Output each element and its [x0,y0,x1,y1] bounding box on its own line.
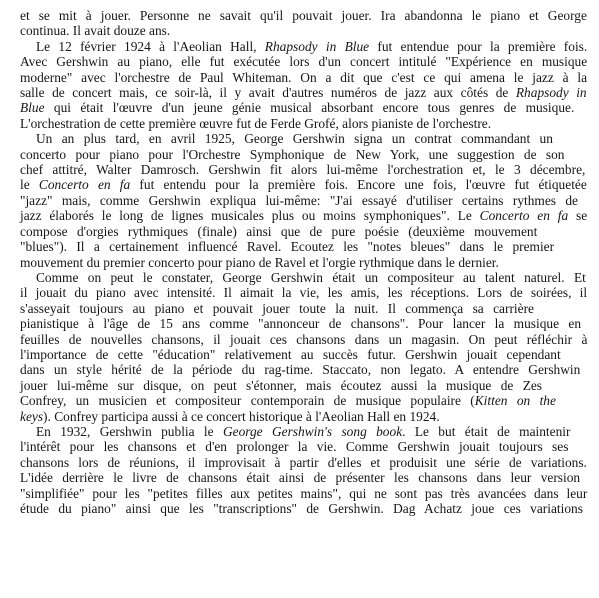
text-line: étude du piano" ainsi que les "transcriptions" de Gershwin. Dag Achatz joue ces variations [20,501,583,516]
text-line: chansons lors de réunions, il improvisait à partir d'elles et produisit une série de variations. [20,454,587,470]
paragraph-1 [20,8,587,39]
text-line: feuilles de nouvelles chansons, il jouait ces chansons dans un magasin. On peut réfléchir à [20,331,588,347]
text-line: pianistique à l'âge de 15 ans comme "annonceur de chansons". Pour lancer la musique en [20,316,582,332]
text-line: il jouait du piano avec intensité. Il aimait la vie, les amis, les réceptions. Lors de soirées, il [20,285,588,301]
text-line: dans un style hérité de la période du rag-time. Staccato, non legato. A entendre Gershwin [20,362,581,378]
paragraph-3 [20,131,587,270]
text-line: "jazz" mais, comme Gershwin expliqua lui-même: "J'ai essayé d'utiliser certains rythmes de [20,192,578,208]
text-line: keys). Confrey participa aussi à ce concert historique à l'Aeolian Hall en 1924. [20,408,440,424]
text-line: moderne" avec l'orchestre de Paul Whiteman. On a dit que c'est ce qui amena le jazz à la [20,69,588,85]
text-line: l'intérêt pour les chansons et d'en prolonger la vie. Comme Gershwin jouait toujours ses [20,439,569,455]
text-line: En 1932, Gershwin publia le George Gershwin's song book. Le but était de maintenir [36,423,571,439]
text-line: Le 12 février 1924 à l'Aeolian Hall, Rhapsody in Blue fut entendue pour la première fois. [36,38,588,54]
text-line: jazz élaborés le long de lignes musicales plus ou moins symphoniques". Le Concerto en fa se [20,208,588,224]
text-line: Avec Gershwin au piano, elle fut exécutée lors d'un concert intitulé "Expérience en musique [20,54,588,70]
text-line: mouvement du premier concerto pour piano de Ravel et l'orgie rythmique dans le dernier. [20,254,499,270]
text-line: "blues"). Il a certainement influencé Ravel. Ecoutez les "notes bleues" dans le premier [20,239,555,255]
paragraph-5 [20,424,587,516]
text-line: salle de concert mais, ce soir-là, il y avait d'autres numéros de jazz aux côtés de Rhapsody in [20,85,587,101]
text-line: chef attitré, Walter Damrosch. Gershwin fit alors lui-même l'orchestration et, le 3 décembre, [20,162,586,178]
text-line: et se mit à jouer. Personne ne savait qu'il pouvait jouer. Ira abandonna le piano et George [20,8,587,23]
text-line: s'asseyait toujours au piano et pouvait jouer toute la nuit. Il commença sa carrière [20,300,534,316]
text-line: compose d'orgies rythmiques (finale) ainsi que de pure poésie (deuxième mouvement [20,223,538,239]
text-line: L'orchestration de cette première œuvre fut de Ferde Grofé, alors pianiste de l'orchestre. [20,115,492,131]
text-line: L'idée derrière le livre de chansons était ainsi de présenter les chansons dans leur version [20,470,581,486]
text-line: Un an plus tard, en avril 1925, George Gershwin signa un contrat commandant un [36,131,553,147]
text-line: l'importance de cette "éducation" relativement au succès futur. Gershwin jouait cependant [20,346,561,362]
paragraph-4 [20,270,587,424]
text-line: le Concerto en fa fut entendu pour la première fois. Encore une fois, l'œuvre fut étiquetée [20,177,587,193]
text-line: Blue qui était l'œuvre d'un jeune génie musical absorbant encore tous genres de musique. [20,100,575,116]
text-line: jouer lui-même sur disque, on peut s'étonner, mais écoutez aussi la musique de Zes [20,377,543,393]
text-line: Comme on peut le constater, George Gershwin était un compositeur au talent naturel. Et [36,269,586,285]
text-line: continua. Il avait douze ans. [20,23,171,39]
paragraph-2 [20,39,587,131]
text-line: Confrey, un musicien et compositeur contemporain de musique populaire (Kitten on the [20,393,556,409]
text-line: "simplifiée" pour les "petites filles aux petites mains", qui ne sont pas très avancées dans leur [20,485,588,501]
text-line: concerto pour piano pour l'Orchestre Symphonique de New York, une suggestion de son [20,146,565,162]
